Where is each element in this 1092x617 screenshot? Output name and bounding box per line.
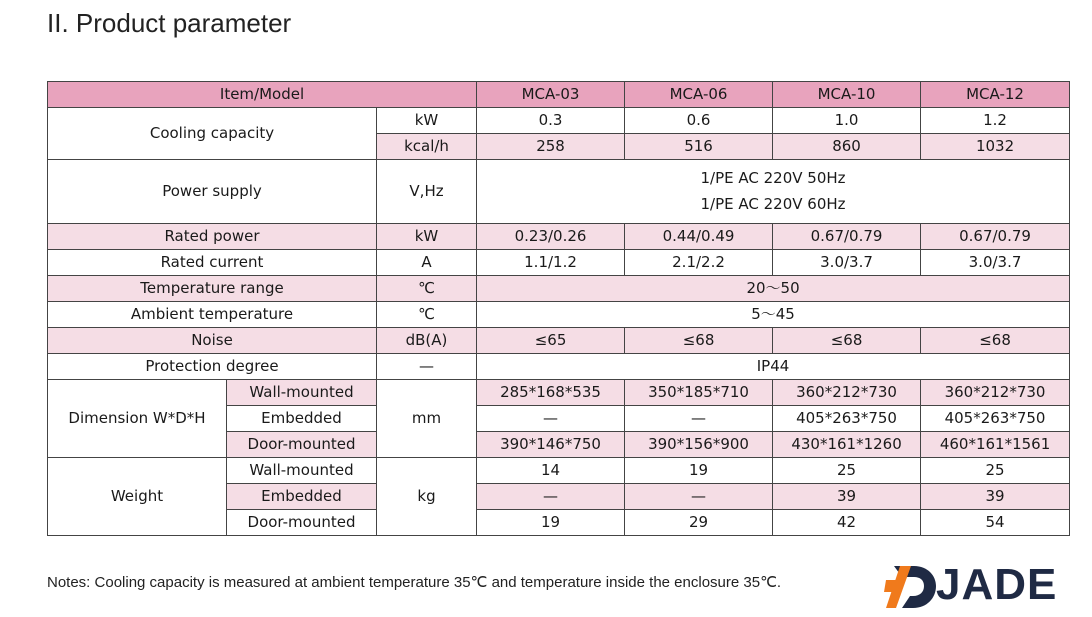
unit-cell: kW xyxy=(377,224,477,250)
rated-power-label: Rated power xyxy=(48,224,377,250)
value-cell: 0.3 xyxy=(477,108,625,134)
value-cell: 0.44/0.49 xyxy=(625,224,773,250)
rated-current-label: Rated current xyxy=(48,250,377,276)
page-title: II. Product parameter xyxy=(47,8,292,38)
mount-type-label: Wall-mounted xyxy=(227,380,377,406)
unit-cell: kcal/h xyxy=(377,134,477,160)
temperature-range-row xyxy=(48,276,1070,302)
value-cell: 14 xyxy=(477,458,625,484)
value-cell: 285*168*535 xyxy=(477,380,625,406)
value-cell: ≤68 xyxy=(773,328,921,354)
notes-text: Notes: Cooling capacity is measured at ambient temperature 35℃ and temperature inside the enclosure 35℃. xyxy=(47,574,782,591)
value-cell: 460*161*1561 xyxy=(921,432,1070,458)
noise-label: Noise xyxy=(48,328,377,354)
model-header: MCA-10 xyxy=(773,82,921,108)
unit-cell: ℃ xyxy=(377,276,477,302)
value-cell: — xyxy=(477,406,625,432)
power-supply-row xyxy=(48,160,1070,224)
unit-cell: kg xyxy=(377,458,477,536)
value-cell: 1.1/1.2 xyxy=(477,250,625,276)
value-cell: ≤65 xyxy=(477,328,625,354)
ambient-temperature-label: Ambient temperature xyxy=(48,302,377,328)
value-cell: 360*212*730 xyxy=(921,380,1070,406)
unit-cell: kW xyxy=(377,108,477,134)
value-cell: 5～45 xyxy=(477,302,1070,328)
value-cell: 405*263*750 xyxy=(921,406,1070,432)
protection-degree-row xyxy=(48,354,1070,380)
value-cell: 19 xyxy=(477,510,625,536)
value-cell: 19 xyxy=(625,458,773,484)
power-supply-value xyxy=(477,160,1070,224)
value-cell: 860 xyxy=(773,134,921,160)
rated-power-row xyxy=(48,224,1070,250)
value-cell: 405*263*750 xyxy=(773,406,921,432)
item-model-header: Item/Model xyxy=(48,82,477,108)
value-cell: 29 xyxy=(625,510,773,536)
value-cell: 430*161*1260 xyxy=(773,432,921,458)
value-cell: 1032 xyxy=(921,134,1070,160)
value-cell: 0.6 xyxy=(625,108,773,134)
cooling-kw-row xyxy=(48,108,1070,134)
value-cell: 360*212*730 xyxy=(773,380,921,406)
jade-logo xyxy=(884,558,1074,614)
header-row xyxy=(48,82,1070,108)
noise-row xyxy=(48,328,1070,354)
mount-type-label: Door-mounted xyxy=(227,432,377,458)
unit-cell: — xyxy=(377,354,477,380)
value-cell: IP44 xyxy=(477,354,1070,380)
power-supply-line: 1/PE AC 220V 60Hz xyxy=(700,194,846,213)
rated-current-row xyxy=(48,250,1070,276)
model-header: MCA-06 xyxy=(625,82,773,108)
value-cell: 390*156*900 xyxy=(625,432,773,458)
product-parameter-table xyxy=(47,81,1070,536)
dimension-label: Dimension W*D*H xyxy=(48,380,227,458)
temperature-range-label: Temperature range xyxy=(48,276,377,302)
unit-cell: V,Hz xyxy=(377,160,477,224)
power-supply-label: Power supply xyxy=(48,160,377,224)
value-cell: 3.0/3.7 xyxy=(773,250,921,276)
cooling-capacity-label: Cooling capacity xyxy=(48,108,377,160)
ambient-temperature-row xyxy=(48,302,1070,328)
unit-cell: mm xyxy=(377,380,477,458)
value-cell: 1.0 xyxy=(773,108,921,134)
value-cell: 2.1/2.2 xyxy=(625,250,773,276)
value-cell: 20～50 xyxy=(477,276,1070,302)
value-cell: 390*146*750 xyxy=(477,432,625,458)
protection-degree-label: Protection degree xyxy=(48,354,377,380)
logo-wordmark: JADE xyxy=(936,560,1058,609)
value-cell: ≤68 xyxy=(921,328,1070,354)
value-cell: 0.67/0.79 xyxy=(773,224,921,250)
value-cell: 0.67/0.79 xyxy=(921,224,1070,250)
model-header: MCA-12 xyxy=(921,82,1070,108)
value-cell: 0.23/0.26 xyxy=(477,224,625,250)
value-cell: 39 xyxy=(921,484,1070,510)
value-cell: 1.2 xyxy=(921,108,1070,134)
mount-type-label: Embedded xyxy=(227,484,377,510)
unit-cell: ℃ xyxy=(377,302,477,328)
value-cell: 516 xyxy=(625,134,773,160)
weight-wall-row xyxy=(48,458,1070,484)
value-cell: 25 xyxy=(921,458,1070,484)
model-header: MCA-03 xyxy=(477,82,625,108)
mount-type-label: Embedded xyxy=(227,406,377,432)
value-cell: 25 xyxy=(773,458,921,484)
value-cell: 54 xyxy=(921,510,1070,536)
value-cell: 42 xyxy=(773,510,921,536)
dimension-wall-row xyxy=(48,380,1070,406)
weight-label: Weight xyxy=(48,458,227,536)
unit-cell: A xyxy=(377,250,477,276)
mount-type-label: Door-mounted xyxy=(227,510,377,536)
value-cell: 258 xyxy=(477,134,625,160)
value-cell: — xyxy=(625,406,773,432)
mount-type-label: Wall-mounted xyxy=(227,458,377,484)
value-cell: — xyxy=(477,484,625,510)
power-supply-line: 1/PE AC 220V 50Hz xyxy=(700,169,846,187)
jade-logo-mark-icon xyxy=(884,558,938,612)
value-cell: ≤68 xyxy=(625,328,773,354)
unit-cell: dB(A) xyxy=(377,328,477,354)
value-cell: 3.0/3.7 xyxy=(921,250,1070,276)
value-cell: 350*185*710 xyxy=(625,380,773,406)
value-cell: — xyxy=(625,484,773,510)
value-cell: 39 xyxy=(773,484,921,510)
